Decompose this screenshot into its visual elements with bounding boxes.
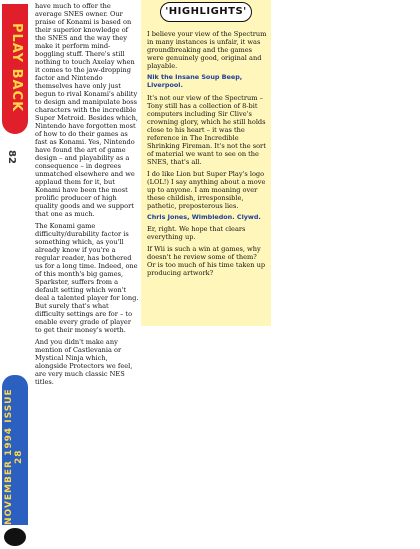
page-number: 82: [6, 150, 17, 164]
letter-column-1: [35, 2, 139, 390]
paragraph: I believe your view of the Spectrum in many instances is unfair, it was groundbreaking and the games were genuinely good, original and playable.: [147, 30, 267, 70]
issue-label: NOVEMBER 1994 ISSUE 28: [4, 388, 24, 526]
highlights-title: 'HIGHLIGHTS': [160, 2, 252, 22]
paragraph: If Wii is such a win at games, why doesn't he review some of them? Or is too much of his time taken up producing artwork?: [147, 245, 266, 278]
paragraph: The Konami game difficulty/durability factor is something which, as you'll already know if you're a regular reader, has bothered us for a long time. Indeed, one of this month's big games, Sparkster, suffers from a default setting which won't deal a talented player for long. But surely that's what difficulty settings are for – to enable every grade of player to get their money's worth.: [35, 222, 139, 334]
paragraph: Er, right. We hope that clears everything up.: [147, 225, 246, 242]
section-label: PLAY BACK: [9, 23, 24, 113]
signature: Chris Jones, Wimbledon. Clywd.: [147, 212, 261, 221]
paragraph: And you didn't make any mention of Castlevania or Mystical Ninja which, alongside Protectors we feel, are very much classic NES titles.: [35, 338, 133, 386]
magazine-logo-icon: [4, 528, 26, 546]
paragraph: It's not our view of the Spectrum – Tony still has a collection of 8-bit computers including Sir Clive's crowning glory, which he still holds close to his heart – it was the reference in The Incredible Shrinking Fireman. It's not the sort of material we want to see on the SNES, that's all.: [147, 93, 266, 166]
signature: Nik the Insane Soup Beep, Liverpool.: [147, 73, 243, 89]
paragraph: have much to offer the average SNES owner. Our praise of Konami is based on their superior knowledge of the SNES and the way they make it perform mind-boggling stuff. There's still nothing to touch Axelay when it comes to the jaw-dropping factor and Nintendo themselves have only just begun to rival Konami's ability to design and manipulate boss characters with the incredible Super Metroid. Besides which, Nintendo have forgotten most of how to do their games as fast as Konami. Yes, Nintendo have found the art of game design – and playability as a consequence – in degrees unmatched elsewhere and we applaud them for it, but Konami have been the most prolific producer of high quality goods and we support that one as much.: [35, 2, 138, 218]
paragraph: I do like Lion but Super Play's logo (LOL!) I say anything about a move up to anyone. I am moaning over these childish, irresponsible, pathetic, preposterous lies.: [147, 169, 266, 210]
highlights-letter: [147, 30, 267, 281]
